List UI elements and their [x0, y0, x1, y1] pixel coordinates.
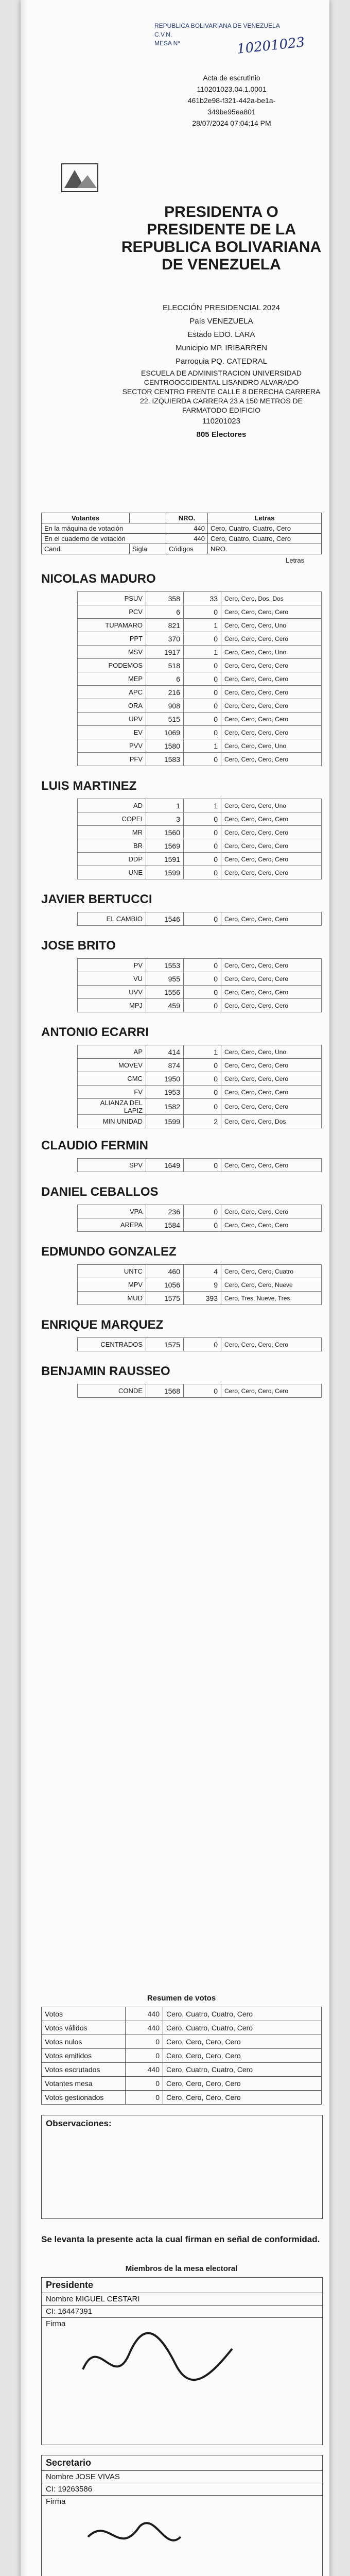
table-row: En el cuaderno de votación 440 Cero, Cuatro, Cuatro, Cero	[42, 534, 322, 544]
resumen-table	[41, 2007, 322, 2105]
acta-code: 110201023.04.1.0001	[197, 85, 267, 93]
table-row: AD 1 1 Cero, Cero, Cero, Uno	[78, 799, 322, 812]
handwritten-signature	[78, 2328, 263, 2411]
party-table	[77, 912, 322, 926]
table-row: PCV 6 0 Cero, Cero, Cero, Cero	[78, 605, 322, 619]
acta-hash-1: 461b2e98-f321-442a-be1a-	[187, 96, 276, 105]
table-row: MIN UNIDAD 1599 2 Cero, Cero, Cero, Dos	[78, 1115, 322, 1128]
party-table	[77, 1264, 322, 1305]
party-table	[77, 1337, 322, 1351]
table-row: AREPA 1584 0 Cero, Cero, Cero, Cero	[78, 1218, 322, 1232]
candidate-name: ENRIQUE MARQUEZ	[41, 1318, 164, 1332]
table-row: CENTRADOS 1575 0 Cero, Cero, Cero, Cero	[78, 1338, 322, 1351]
table-row: Votos gestionados 0 Cero, Cero, Cero, Cero	[42, 2091, 322, 2105]
votantes-table: Votantes NRO. Letras En la máquina de votación 440 Cero, Cuatro, Cuatro, Cero En el cuaderno de votación 440 Cero, Cuatro, Cuatro, Cero Cand. Sigla Códigos NRO.	[41, 513, 322, 554]
table-row: En la máquina de votación 440 Cero, Cuatro, Cuatro, Cero	[42, 523, 322, 534]
party-table	[77, 958, 322, 1012]
table-row: EL CAMBIO 1546 0 Cero, Cero, Cero, Cero	[78, 912, 322, 926]
table-row: UVV 1556 0 Cero, Cero, Cero, Cero	[78, 986, 322, 999]
table-row: MR 1560 0 Cero, Cero, Cero, Cero	[78, 826, 322, 839]
candidate-name: ANTONIO ECARRI	[41, 1025, 149, 1039]
member-card: Presidente Nombre MIGUEL CESTARI CI: 16447391 Firma	[41, 2277, 323, 2445]
candidate-name: LUIS MARTINEZ	[41, 779, 137, 793]
table-row: UPV 515 0 Cero, Cero, Cero, Cero	[78, 713, 322, 726]
table-row: CMC 1950 0 Cero, Cero, Cero, Cero	[78, 1072, 322, 1086]
table-row: APC 216 0 Cero, Cero, Cero, Cero	[78, 686, 322, 699]
handwritten-signature	[78, 2506, 263, 2576]
table-row: Cand. Sigla Códigos NRO.	[42, 544, 322, 554]
table-row: PFV 1583 0 Cero, Cero, Cero, Cero	[78, 753, 322, 766]
party-table	[77, 591, 322, 766]
table-row: PPT 370 0 Cero, Cero, Cero, Cero	[78, 632, 322, 646]
table-row: Votos válidos 440 Cero, Cuatro, Cuatro, Cero	[42, 2021, 322, 2035]
table-row: MPJ 459 0 Cero, Cero, Cero, Cero	[78, 999, 322, 1012]
acta-header	[154, 72, 309, 129]
table-row: Votantes mesa 0 Cero, Cero, Cero, Cero	[42, 2077, 322, 2091]
table-row: MPV 1056 9 Cero, Cero, Cero, Nueve	[78, 1278, 322, 1292]
table-row: Votos emitidos 0 Cero, Cero, Cero, Cero	[42, 2049, 322, 2063]
table-row: Votos nulos 0 Cero, Cero, Cero, Cero	[42, 2035, 322, 2049]
official-stamp: REPUBLICA BOLIVARIANA DE VENEZUELA C.V.N. MESA N° 10201023	[154, 22, 306, 57]
candidate-name: JOSE BRITO	[41, 939, 116, 953]
table-row: TUPAMARO 821 1 Cero, Cero, Cero, Uno	[78, 619, 322, 632]
candidate-name: NICOLAS MADURO	[41, 572, 156, 586]
acta-receipt: REPUBLICA BOLIVARIANA DE VENEZUELA C.V.N. MESA N° 10201023 Acta de escrutinio 110201023.04.1.0001 461b2e98-f321-442a-be1a- 349be95ea801 28/07/2024 07:04:14 PM PRESIDENTA O PRESIDENTE DE LA REPUBLICA BOLIVARIANA DE VENEZUELA ELECCIÓN PRESIDENCIAL 2024 País VENEZUELA Estado EDO. LARA Municipio MP. IRIBARREN Parroquia PQ. CATEDRAL ESCUELA DE ADMINISTRACION UNIVERSIDAD CENTROOCCIDENTAL LISANDRO ALVARADO SECTOR CENTRO FRENTE CALLE 8 DERECHA CARRERA 22. IZQUIERDA CARRERA 23 A 150 METROS DE FARMATODO EDIFICIO 110201023 805 Electores Votantes NRO. Letras En la máquina de votación 440 Cero, Cuatro, Cuatro, Cero En el cuaderno de votación 440 Cero, Cuatro, Cuatro, Cero Cand. Sigla Códigos NRO. Letras NICOLAS MADURO PSUV 358 33 Cero, Cero, Dos, Dos PCV 6 0 Cero, Cero, Cero, Cero TUPAMARO 821 1 Cero, Cero, Cero, Uno PPT 370 0 Cero, Cero, Cero, Cero MSV 1917 1 Cero, Cero, Cero, Uno PODEMOS 518 0 Cero, Cero, Cero, Cero MEP 6 0 Cero, Cero, Cero, Cero APC 216 0 Cero, Cero, Cero, Cero ORA 908 0 Cero, Cero, Cero, Cero UPV 515 0 Cero, Cero, Cero, Cero EV 1069 0 Cero, Cero, Cero, Cero PVV 1580 1 Cero, Cero, Cero, Uno PFV 1583 0 Cero, Cero, Cero, Cero LUIS MARTINEZ AD 1 1 Cero, Cero, Cero, Uno COPEI 3 0 Cero, Cero, Cero, Cero MR 1560 0 Cero, Cero, Cero, Cero BR 1569 0 Cero, Cero, Cero, Cero DDP 1591 0 Cero, Cero, Cero, Cero UNE 1599 0 Cero, Cero, Cero, Cero JAVIER BERTUCCI EL CAMBIO 1546 0 Cero, Cero, Cero, Cero JOSE BRITO PV 1553 0 Cero, Cero, Cero, Cero VU 955 0 Cero, Cero, Cero, Cero UVV 1556 0 Cero, Cero, Cero, Cero MPJ 459 0 Cero, Cero, Cero, Cero ANTONIO ECARRI AP 414 1 Cero, Cero, Cero, Uno MOVEV 874 0 Cero, Cero, Cero, Cero CMC 1950 0 Cero, Cero, Cero, Cero FV 1953 0 Cero, Cero, Cero, Cero ALIANZA DEL LAPIZ 1582 0 Cero, Cero, Cero, Cero MIN UNIDAD 1599 2 Cero, Cero, Cero, Dos CLAUDIO FERMIN SPV 1649 0 Cero, Cero, Cero, Cero DANIEL CEBALLOS VPA 236 0 Cero, Cero, Cero, Cero AREPA 1584 0 Cero, Cero, Cero, Cero EDMUNDO GONZALEZ UNTC 460 4 Cero, Cero, Cero, Cuatro MPV 1056 9 Cero, Cero, Cero, Nueve MUD 1575 393 Cero, Tres, Nueve, Tres ENRIQUE MARQUEZ CENTRADOS 1575 0 Cero, Cero, Cero, Cero BENJAMIN RAUSSEO CONDE 1568 0 Cero, Cero, Cero, Cero Resumen de votos Votos 440 Cero, Cuatro, Cuatro, Cero Votos válidos 440 Cero, Cuatro, Cuatro, Cero Votos nulos 0 Cero, Cero, Cero, Cero Votos emitidos 0 Cero, Cero, Cero, Cero Votos escrutados 440 Cero, Cuatro, Cuatro, Cero Votantes mesa 0 Cero, Cero, Cero, Cero Votos gestionados 0 Cero, Cero, Cero, Cero Observaciones: Se levanta la presente acta la cual firman en señal de conformidad. Miembros de la mesa electoral Presidente Nombre MIGUEL CESTARI CI: 16447391 Firma Secretario Nombre JOSE VIVAS CI: 19263586 Firma	[21, 0, 329, 2576]
member-card: Secretario Nombre JOSE VIVAS CI: 19263586 Firma	[41, 2455, 323, 2576]
table-row: EV 1069 0 Cero, Cero, Cero, Cero	[78, 726, 322, 739]
table-row: DDP 1591 0 Cero, Cero, Cero, Cero	[78, 853, 322, 866]
table-row: PSUV 358 33 Cero, Cero, Dos, Dos	[78, 592, 322, 605]
table-row: PVV 1580 1 Cero, Cero, Cero, Uno	[78, 739, 322, 753]
candidate-name: DANIEL CEBALLOS	[41, 1185, 159, 1199]
table-row: MSV 1917 1 Cero, Cero, Cero, Uno	[78, 646, 322, 659]
table-row: ALIANZA DEL LAPIZ 1582 0 Cero, Cero, Cero, Cero	[78, 1099, 322, 1115]
table-row: PODEMOS 518 0 Cero, Cero, Cero, Cero	[78, 659, 322, 672]
handwritten-mesa-number: 10201023	[236, 35, 306, 57]
signature-field: Firma	[42, 2496, 322, 2576]
table-row: MOVEV 874 0 Cero, Cero, Cero, Cero	[78, 1059, 322, 1072]
party-table	[77, 1384, 322, 1398]
paper-shade	[21, 0, 28, 2576]
table-row: UNTC 460 4 Cero, Cero, Cero, Cuatro	[78, 1265, 322, 1278]
party-table	[77, 799, 322, 879]
table-row: Votos escrutados 440 Cero, Cuatro, Cuatro, Cero	[42, 2063, 322, 2077]
party-table	[77, 1158, 322, 1172]
table-row: COPEI 3 0 Cero, Cero, Cero, Cero	[78, 812, 322, 826]
candidate-name: EDMUNDO GONZALEZ	[41, 1245, 177, 1259]
table-row: Votos 440 Cero, Cuatro, Cuatro, Cero	[42, 2007, 322, 2021]
signature-field: Firma	[42, 2318, 322, 2445]
table-row: SPV 1649 0 Cero, Cero, Cero, Cero	[78, 1159, 322, 1172]
observaciones-box	[41, 2115, 323, 2219]
table-row: VU 955 0 Cero, Cero, Cero, Cero	[78, 972, 322, 986]
table-row: BR 1569 0 Cero, Cero, Cero, Cero	[78, 839, 322, 853]
candidate-name: CLAUDIO FERMIN	[41, 1139, 148, 1153]
candidate-name: JAVIER BERTUCCI	[41, 892, 152, 906]
conformidad-text: Se levanta la presente acta la cual firman en señal de conformidad.	[41, 2234, 320, 2244]
table-row: VPA 236 0 Cero, Cero, Cero, Cero	[78, 1205, 322, 1218]
table-row: CONDE 1568 0 Cero, Cero, Cero, Cero	[78, 1384, 322, 1398]
candidate-name: BENJAMIN RAUSSEO	[41, 1364, 170, 1378]
party-table	[77, 1205, 322, 1232]
party-table	[77, 1045, 322, 1128]
members-title: Miembros de la mesa electoral	[125, 2264, 238, 2273]
table-row: AP 414 1 Cero, Cero, Cero, Uno	[78, 1045, 322, 1059]
acta-datetime: 28/07/2024 07:04:14 PM	[192, 119, 271, 127]
election-title: PRESIDENTA O PRESIDENTE DE LA REPUBLICA BOLIVARIANA DE VENEZUELA	[121, 204, 322, 273]
table-row: FV 1953 0 Cero, Cero, Cero, Cero	[78, 1086, 322, 1099]
acta-hash-2: 349be95ea801	[207, 108, 256, 116]
resumen-title: Resumen de votos	[147, 1994, 216, 2003]
table-row: ORA 908 0 Cero, Cero, Cero, Cero	[78, 699, 322, 713]
cne-logo-icon	[57, 160, 103, 196]
table-row: PV 1553 0 Cero, Cero, Cero, Cero	[78, 959, 322, 972]
table-row: MUD 1575 393 Cero, Tres, Nueve, Tres	[78, 1292, 322, 1305]
election-meta: ELECCIÓN PRESIDENCIAL 2024 País VENEZUELA Estado EDO. LARA Municipio MP. IRIBARREN Parroquia PQ. CATEDRAL ESCUELA DE ADMINISTRACION UNIVERSIDAD CENTROOCCIDENTAL LISANDRO ALVARADO SECTOR CENTRO FRENTE CALLE 8 DERECHA CARRERA 22. IZQUIERDA CARRERA 23 A 150 METROS DE FARMATODO EDIFICIO 110201023 805 Electores	[122, 303, 321, 439]
table-row: UNE 1599 0 Cero, Cero, Cero, Cero	[78, 866, 322, 879]
acta-title: Acta de escrutinio	[203, 74, 260, 82]
table-row: MEP 6 0 Cero, Cero, Cero, Cero	[78, 672, 322, 686]
observaciones-label: Observaciones:	[46, 2119, 112, 2128]
